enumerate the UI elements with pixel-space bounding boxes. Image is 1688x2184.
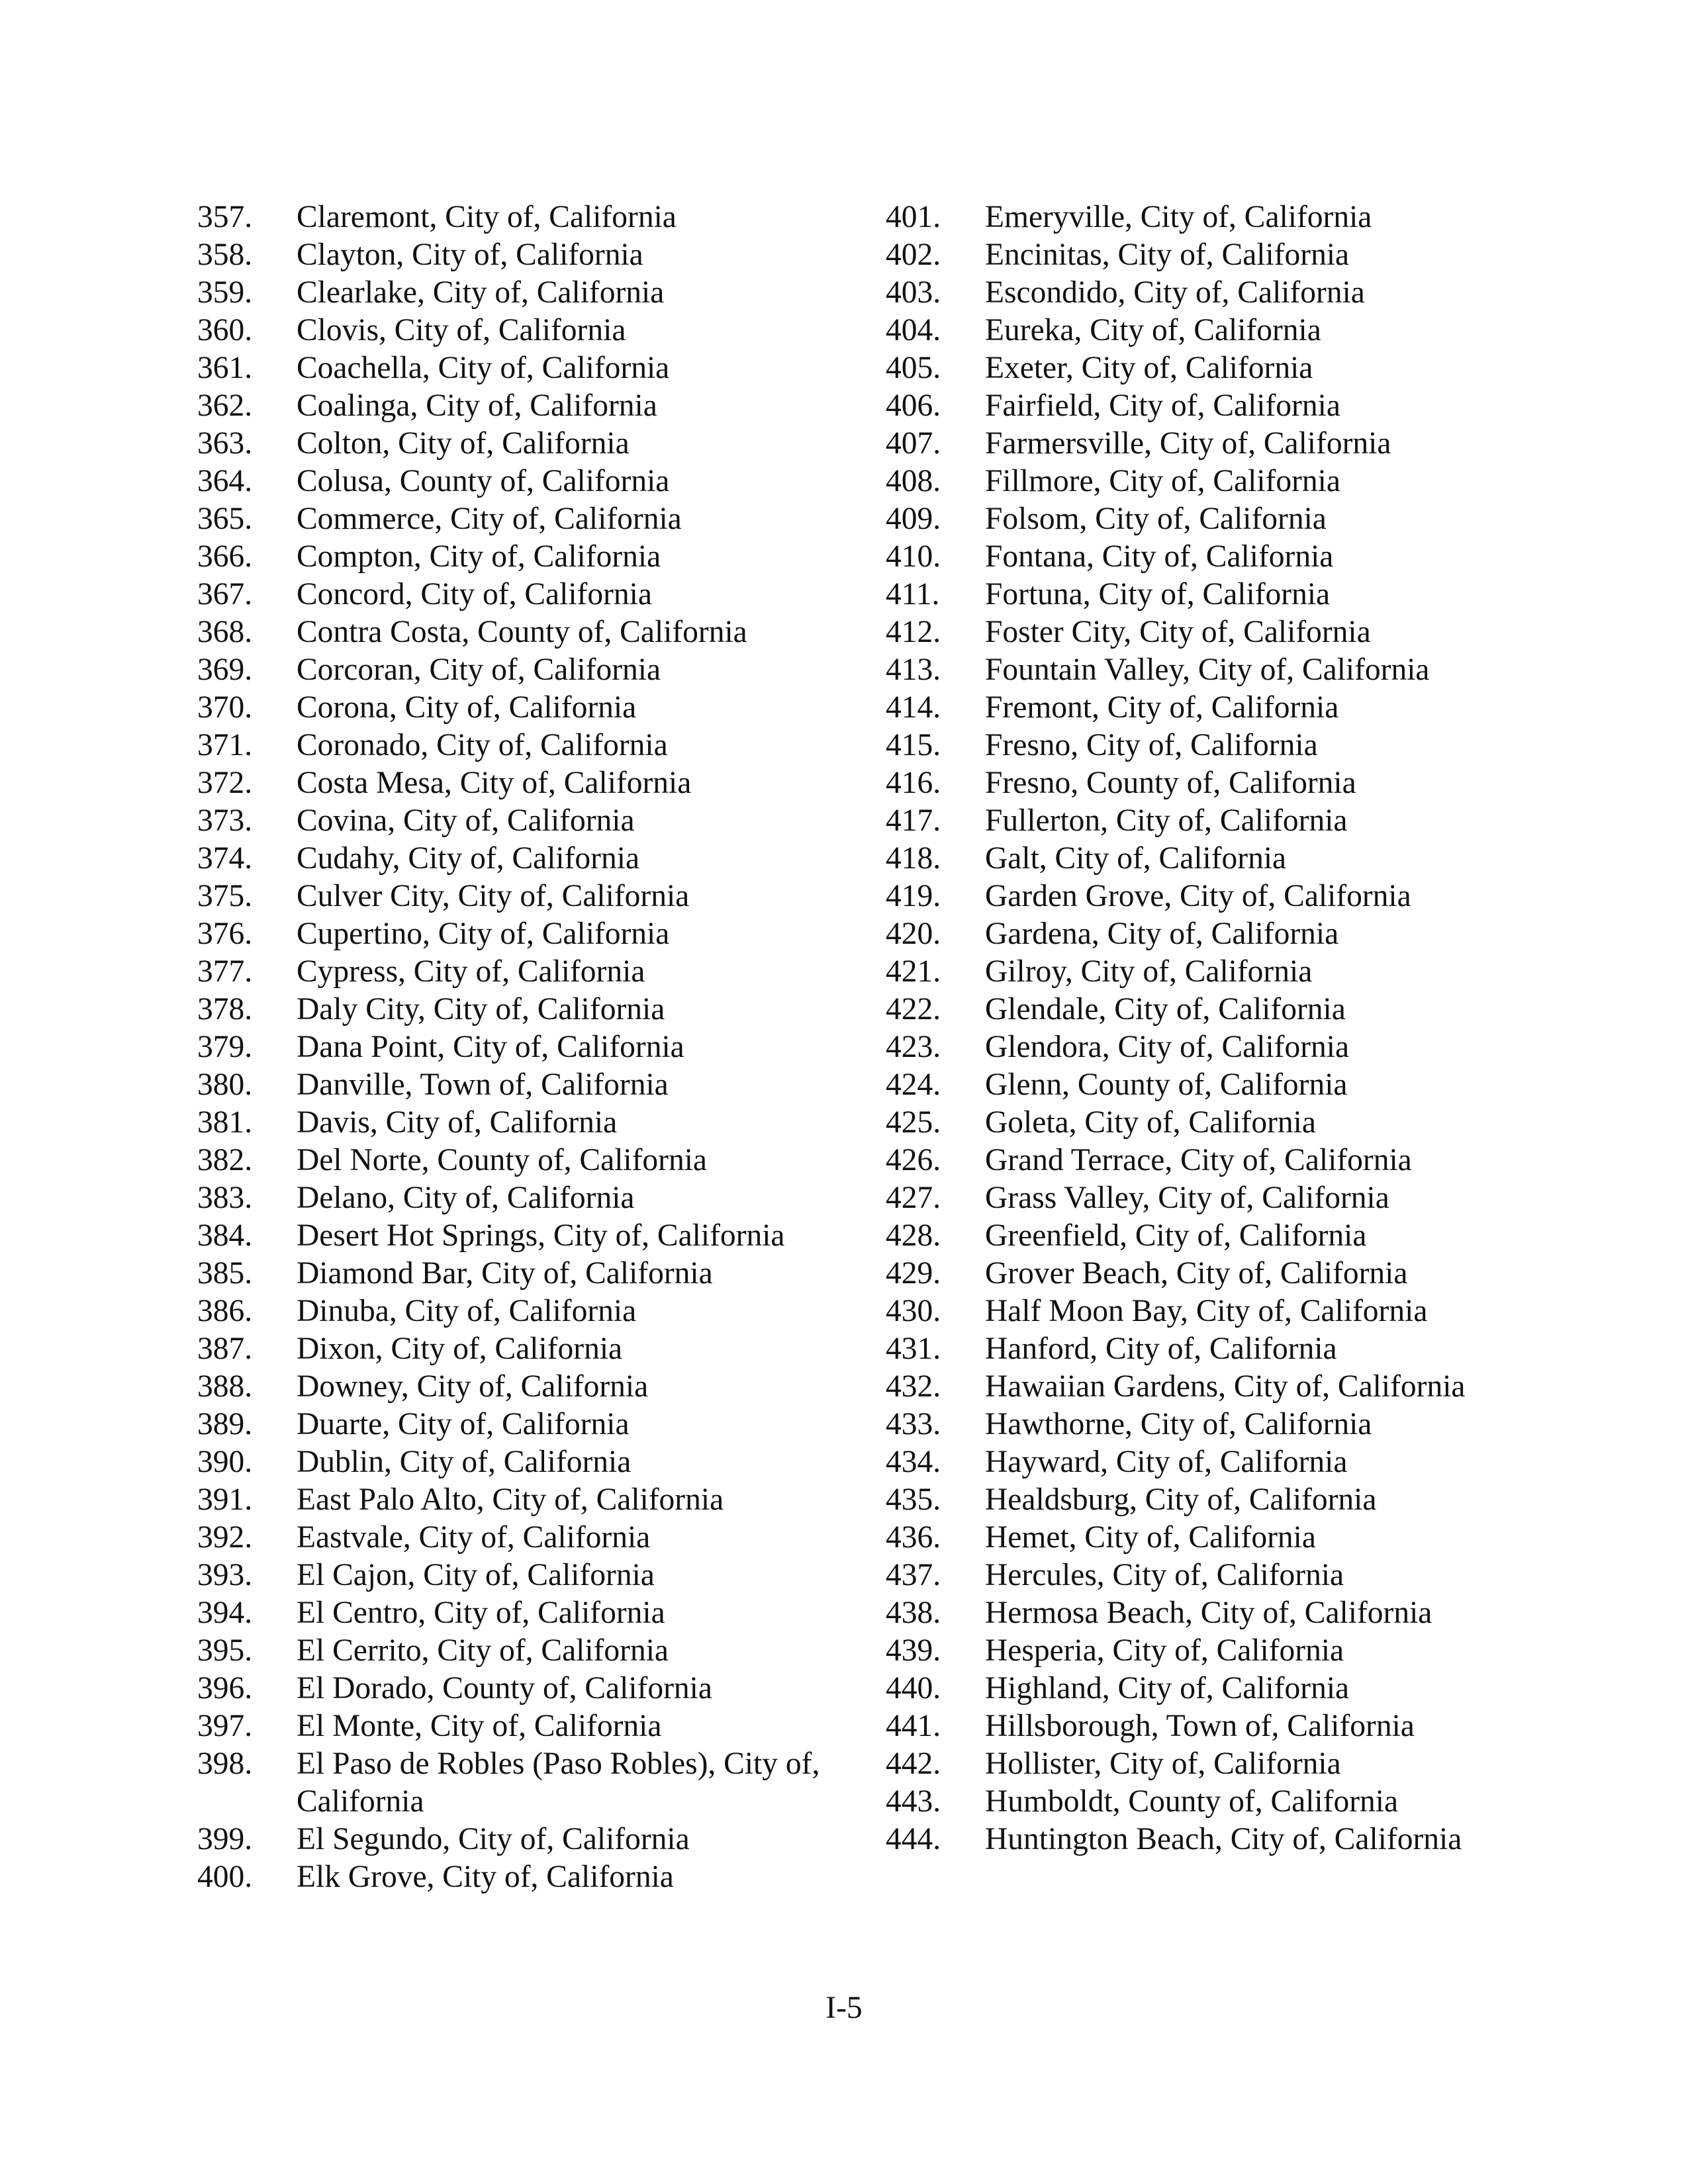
- list-item: [197, 1179, 859, 1217]
- list-item: [197, 764, 859, 802]
- item-name: Escondido, City of, California: [985, 275, 1365, 310]
- item-name: Folsom, City of, California: [985, 502, 1327, 536]
- item-number: 444.: [886, 1822, 941, 1856]
- item-name: Garden Grove, City of, California: [985, 879, 1411, 913]
- item-name: Desert Hot Springs, City of, California: [297, 1218, 785, 1253]
- item-number: 375.: [197, 879, 253, 913]
- item-name: Delano, City of, California: [297, 1181, 635, 1215]
- item-number: 388.: [197, 1369, 253, 1404]
- item-number: 441.: [886, 1709, 941, 1743]
- list-item: [886, 1443, 1548, 1481]
- item-number: 394.: [197, 1596, 253, 1630]
- item-name: Elk Grove, City of, California: [297, 1860, 674, 1894]
- item-number: 420.: [886, 917, 941, 951]
- list-item: [197, 500, 859, 538]
- list-item: [197, 1406, 859, 1443]
- item-name: Fontana, City of, California: [985, 539, 1334, 574]
- item-number: 435.: [886, 1482, 941, 1517]
- list-item: [197, 312, 859, 349]
- list-item: [886, 576, 1548, 614]
- list-item: [197, 387, 859, 425]
- list-item: [197, 953, 859, 991]
- item-name: Half Moon Bay, City of, California: [985, 1294, 1428, 1328]
- item-name: Humboldt, County of, California: [985, 1784, 1399, 1819]
- item-number: 414.: [886, 690, 941, 725]
- item-name: Coalinga, City of, California: [297, 388, 657, 423]
- item-number: 416.: [886, 766, 941, 800]
- item-number: 419.: [886, 879, 941, 913]
- item-name: Fountain Valley, City of, California: [985, 653, 1430, 687]
- item-number: 399.: [197, 1822, 253, 1856]
- item-number: 404.: [886, 313, 941, 347]
- list-item: [886, 236, 1548, 274]
- item-name: Colton, City of, California: [297, 426, 630, 461]
- list-item: [886, 349, 1548, 387]
- item-number: 384.: [197, 1218, 253, 1253]
- list-item: [197, 1028, 859, 1066]
- item-name: Huntington Beach, City of, California: [985, 1822, 1462, 1856]
- list-item: [197, 840, 859, 878]
- list-item: [886, 1217, 1548, 1255]
- item-name: Fullerton, City of, California: [985, 803, 1348, 838]
- list-item: [197, 463, 859, 500]
- item-number: 412.: [886, 615, 941, 649]
- list-item: [886, 614, 1548, 651]
- item-number: 363.: [197, 426, 253, 461]
- item-number: 427.: [886, 1181, 941, 1215]
- list-item: [886, 1821, 1548, 1858]
- item-number: 401.: [886, 200, 941, 234]
- item-name: Costa Mesa, City of, California: [297, 766, 692, 800]
- list-item: [197, 1217, 859, 1255]
- list-item: [197, 1632, 859, 1670]
- item-name: Concord, City of, California: [297, 577, 652, 612]
- item-name: Grand Terrace, City of, California: [985, 1143, 1412, 1177]
- item-name: Gardena, City of, California: [985, 917, 1339, 951]
- item-number: 410.: [886, 539, 941, 574]
- item-number: 428.: [886, 1218, 941, 1253]
- item-number: 379.: [197, 1030, 253, 1064]
- item-number: 365.: [197, 502, 253, 536]
- left-column-list: [197, 199, 859, 1896]
- item-name: Hanford, City of, California: [985, 1332, 1337, 1366]
- list-item: [886, 878, 1548, 915]
- item-name: Claremont, City of, California: [297, 200, 677, 234]
- list-item: [886, 840, 1548, 878]
- list-item: [886, 1557, 1548, 1594]
- list-item: [197, 538, 859, 576]
- list-item: [197, 349, 859, 387]
- item-number: 392.: [197, 1520, 253, 1555]
- item-number: 436.: [886, 1520, 941, 1555]
- item-number: 361.: [197, 351, 253, 385]
- list-item: [886, 1028, 1548, 1066]
- list-item: [197, 1821, 859, 1858]
- item-number: 406.: [886, 388, 941, 423]
- list-item: [197, 802, 859, 840]
- item-name: Highland, City of, California: [985, 1671, 1350, 1706]
- item-name: El Dorado, County of, California: [297, 1671, 712, 1706]
- item-name: El Monte, City of, California: [297, 1709, 662, 1743]
- item-number: 433.: [886, 1407, 941, 1441]
- list-item: [197, 425, 859, 463]
- list-item: [886, 1142, 1548, 1179]
- item-name: Compton, City of, California: [297, 539, 661, 574]
- item-number: 386.: [197, 1294, 253, 1328]
- list-item: [197, 727, 859, 764]
- list-item: [886, 1670, 1548, 1707]
- item-name: Dana Point, City of, California: [297, 1030, 684, 1064]
- list-item: [197, 274, 859, 312]
- item-name: El Cajon, City of, California: [297, 1558, 655, 1592]
- item-name: Farmersville, City of, California: [985, 426, 1391, 461]
- item-name: El Cerrito, City of, California: [297, 1633, 669, 1668]
- right-column-list: [886, 199, 1548, 1858]
- item-number: 359.: [197, 275, 253, 310]
- item-number: 415.: [886, 728, 941, 762]
- item-name: Gilroy, City of, California: [985, 954, 1313, 989]
- item-number: 360.: [197, 313, 253, 347]
- list-item: [886, 1293, 1548, 1330]
- item-name: Corona, City of, California: [297, 690, 637, 725]
- item-name: Dixon, City of, California: [297, 1332, 623, 1366]
- list-item: [197, 1443, 859, 1481]
- item-number: 402.: [886, 238, 941, 272]
- item-name: Hillsborough, Town of, California: [985, 1709, 1415, 1743]
- item-number: 396.: [197, 1671, 253, 1706]
- item-number: 423.: [886, 1030, 941, 1064]
- list-item: [886, 651, 1548, 689]
- item-number: 417.: [886, 803, 941, 838]
- item-name: Hercules, City of, California: [985, 1558, 1344, 1592]
- item-number: 367.: [197, 577, 253, 612]
- item-name: Glendale, City of, California: [985, 992, 1346, 1026]
- item-name: Fairfield, City of, California: [985, 388, 1340, 423]
- item-name: Clearlake, City of, California: [297, 275, 665, 310]
- item-number: 391.: [197, 1482, 253, 1517]
- item-number: 407.: [886, 426, 941, 461]
- item-number: 400.: [197, 1860, 253, 1894]
- item-name: Grover Beach, City of, California: [985, 1256, 1408, 1291]
- item-number: 418.: [886, 841, 941, 876]
- list-item: [197, 689, 859, 727]
- list-item: [886, 1255, 1548, 1293]
- item-number: 443.: [886, 1784, 941, 1819]
- item-number: 380.: [197, 1068, 253, 1102]
- list-item: [886, 1406, 1548, 1443]
- item-name: Encinitas, City of, California: [985, 238, 1350, 272]
- item-number: 398.: [197, 1747, 253, 1781]
- item-name: Del Norte, County of, California: [297, 1143, 708, 1177]
- item-name: Grass Valley, City of, California: [985, 1181, 1389, 1215]
- list-item: [886, 199, 1548, 236]
- item-number: 382.: [197, 1143, 253, 1177]
- item-name: Downey, City of, California: [297, 1369, 649, 1404]
- item-name: Fresno, County of, California: [985, 766, 1356, 800]
- item-name: Hermosa Beach, City of, California: [985, 1596, 1432, 1630]
- list-item: [886, 1519, 1548, 1557]
- page-number: I-5: [825, 1991, 863, 2025]
- list-item: [197, 1104, 859, 1142]
- item-number: 390.: [197, 1445, 253, 1479]
- item-name: Greenfield, City of, California: [985, 1218, 1367, 1253]
- item-number: 389.: [197, 1407, 253, 1441]
- item-number: 362.: [197, 388, 253, 423]
- item-name: Daly City, City of, California: [297, 992, 665, 1026]
- item-number: 381.: [197, 1105, 253, 1140]
- item-number: 403.: [886, 275, 941, 310]
- list-item: [197, 576, 859, 614]
- item-number: 442.: [886, 1747, 941, 1781]
- item-number: 425.: [886, 1105, 941, 1140]
- list-item: [886, 1745, 1548, 1783]
- list-item: [197, 614, 859, 651]
- item-number: 373.: [197, 803, 253, 838]
- item-name: Fortuna, City of, California: [985, 577, 1331, 612]
- item-name: Hawaiian Gardens, City of, California: [985, 1369, 1466, 1404]
- list-item: [197, 915, 859, 953]
- item-number: 431.: [886, 1332, 941, 1366]
- item-number: 377.: [197, 954, 253, 989]
- item-name: Hollister, City of, California: [985, 1747, 1341, 1781]
- item-number: 357.: [197, 200, 253, 234]
- item-name: Foster City, City of, California: [985, 615, 1371, 649]
- list-item: [197, 236, 859, 274]
- item-name: El Centro, City of, California: [297, 1596, 665, 1630]
- item-number: 405.: [886, 351, 941, 385]
- item-number: 422.: [886, 992, 941, 1026]
- item-name: Culver City, City of, California: [297, 879, 690, 913]
- item-number: 430.: [886, 1294, 941, 1328]
- item-name: East Palo Alto, City of, California: [297, 1482, 724, 1517]
- item-number: 437.: [886, 1558, 941, 1592]
- list-item: [197, 1557, 859, 1594]
- list-item: [886, 274, 1548, 312]
- item-name: Dublin, City of, California: [297, 1445, 632, 1479]
- list-item: [886, 387, 1548, 425]
- item-number: 370.: [197, 690, 253, 725]
- list-item: [886, 689, 1548, 727]
- item-number: 372.: [197, 766, 253, 800]
- list-item: [886, 915, 1548, 953]
- item-number: 371.: [197, 728, 253, 762]
- item-number: 429.: [886, 1256, 941, 1291]
- item-name: Fresno, City of, California: [985, 728, 1318, 762]
- item-name: Emeryville, City of, California: [985, 200, 1372, 234]
- item-name: Fremont, City of, California: [985, 690, 1339, 725]
- item-number: 411.: [886, 577, 940, 612]
- item-number: 408.: [886, 464, 941, 498]
- item-name: Cupertino, City of, California: [297, 917, 670, 951]
- item-name: Dinuba, City of, California: [297, 1294, 637, 1328]
- item-name: Duarte, City of, California: [297, 1407, 630, 1441]
- item-number: 395.: [197, 1633, 253, 1668]
- item-number: 369.: [197, 653, 253, 687]
- list-item: [886, 953, 1548, 991]
- item-name: Covina, City of, California: [297, 803, 635, 838]
- item-name: Cypress, City of, California: [297, 954, 645, 989]
- item-name: Clovis, City of, California: [297, 313, 626, 347]
- item-name: Healdsburg, City of, California: [985, 1482, 1377, 1517]
- list-item: [197, 1255, 859, 1293]
- item-name: Hemet, City of, California: [985, 1520, 1316, 1555]
- list-item: [886, 500, 1548, 538]
- item-name: Eastvale, City of, California: [297, 1520, 651, 1555]
- list-item: [197, 991, 859, 1028]
- list-item: [886, 1179, 1548, 1217]
- item-name: Diamond Bar, City of, California: [297, 1256, 713, 1291]
- list-item: [886, 1481, 1548, 1519]
- list-item: [886, 1594, 1548, 1632]
- list-item: [197, 1670, 859, 1707]
- item-number: 385.: [197, 1256, 253, 1291]
- list-item: [197, 1330, 859, 1368]
- list-item: [197, 1142, 859, 1179]
- item-number: 440.: [886, 1671, 941, 1706]
- item-name: Clayton, City of, California: [297, 238, 643, 272]
- list-item: [886, 538, 1548, 576]
- list-item: [197, 1745, 859, 1821]
- item-name: Exeter, City of, California: [985, 351, 1313, 385]
- list-item: [886, 1707, 1548, 1745]
- list-item: [197, 1481, 859, 1519]
- list-item: [886, 727, 1548, 764]
- item-number: 439.: [886, 1633, 941, 1668]
- item-name: Galt, City of, California: [985, 841, 1287, 876]
- item-number: 378.: [197, 992, 253, 1026]
- item-number: 376.: [197, 917, 253, 951]
- list-item: [886, 1104, 1548, 1142]
- list-item: [197, 878, 859, 915]
- list-item: [886, 312, 1548, 349]
- item-name: Commerce, City of, California: [297, 502, 682, 536]
- item-name: Cudahy, City of, California: [297, 841, 640, 876]
- item-name: Eureka, City of, California: [985, 313, 1321, 347]
- item-number: 413.: [886, 653, 941, 687]
- list-item: [886, 463, 1548, 500]
- item-number: 374.: [197, 841, 253, 876]
- item-number: 426.: [886, 1143, 941, 1177]
- list-item: [886, 1368, 1548, 1406]
- list-item: [197, 1368, 859, 1406]
- item-name: Goleta, City of, California: [985, 1105, 1316, 1140]
- item-name: El Paso de Robles (Paso Robles), City of, California: [297, 1747, 820, 1819]
- item-number: 383.: [197, 1181, 253, 1215]
- list-item: [886, 1330, 1548, 1368]
- item-name: Glendora, City of, California: [985, 1030, 1350, 1064]
- list-item: [197, 1594, 859, 1632]
- item-number: 397.: [197, 1709, 253, 1743]
- item-number: 364.: [197, 464, 253, 498]
- item-name: Colusa, County of, California: [297, 464, 670, 498]
- list-item: [886, 991, 1548, 1028]
- item-name: Coronado, City of, California: [297, 728, 668, 762]
- item-name: Glenn, County of, California: [985, 1068, 1348, 1102]
- item-name: Fillmore, City of, California: [985, 464, 1340, 498]
- item-number: 432.: [886, 1369, 941, 1404]
- item-name: Davis, City of, California: [297, 1105, 618, 1140]
- item-number: 387.: [197, 1332, 253, 1366]
- list-item: [886, 1783, 1548, 1821]
- item-number: 358.: [197, 238, 253, 272]
- list-item: [886, 802, 1548, 840]
- item-number: 393.: [197, 1558, 253, 1592]
- item-number: 434.: [886, 1445, 941, 1479]
- item-number: 409.: [886, 502, 941, 536]
- item-name: Hayward, City of, California: [985, 1445, 1348, 1479]
- list-item: [197, 1293, 859, 1330]
- item-name: Hawthorne, City of, California: [985, 1407, 1372, 1441]
- item-number: 421.: [886, 954, 941, 989]
- item-name: Hesperia, City of, California: [985, 1633, 1344, 1668]
- list-item: [197, 651, 859, 689]
- item-number: 368.: [197, 615, 253, 649]
- item-name: Danville, Town of, California: [297, 1068, 669, 1102]
- item-number: 438.: [886, 1596, 941, 1630]
- list-item: [197, 1066, 859, 1104]
- list-item: [886, 1632, 1548, 1670]
- list-item: [197, 199, 859, 236]
- list-item: [197, 1519, 859, 1557]
- item-name: Contra Costa, County of, California: [297, 615, 747, 649]
- list-item: [886, 764, 1548, 802]
- item-name: El Segundo, City of, California: [297, 1822, 690, 1856]
- item-name: Coachella, City of, California: [297, 351, 670, 385]
- item-number: 424.: [886, 1068, 941, 1102]
- list-item: [197, 1858, 859, 1896]
- item-name: Corcoran, City of, California: [297, 653, 661, 687]
- list-item: [197, 1707, 859, 1745]
- item-number: 366.: [197, 539, 253, 574]
- list-item: [886, 1066, 1548, 1104]
- list-item: [886, 425, 1548, 463]
